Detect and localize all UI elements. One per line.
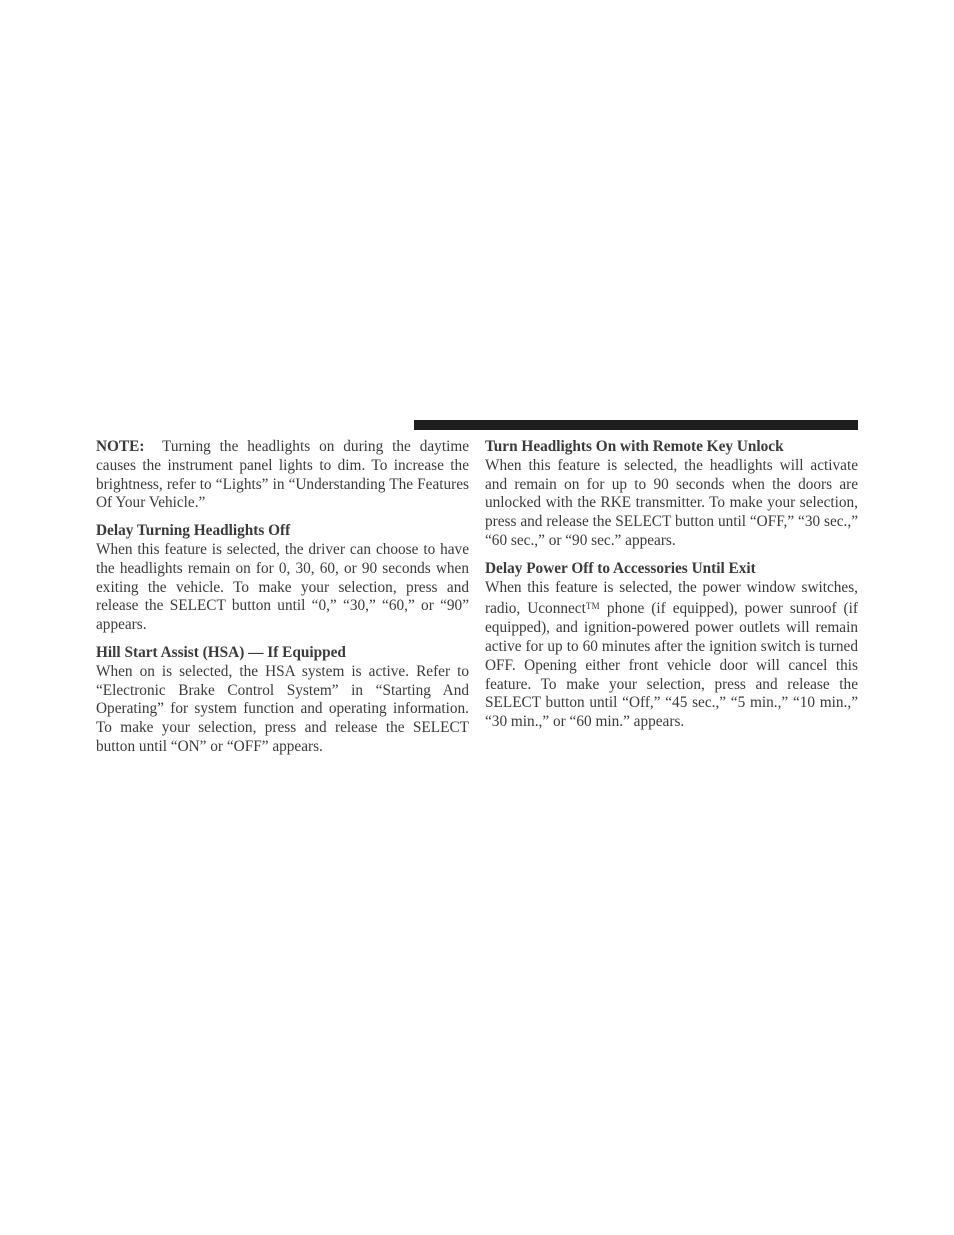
section-headlights-remote-unlock [485,438,858,551]
right-column [485,438,858,741]
section-body [485,579,858,732]
section-heading: Hill Start Assist (HSA) — If Equipped [96,643,346,661]
section-delay-power-off [485,560,858,732]
section-body: When on is selected, the HSA system is active. Refer to “Electronic Brake Control System” in “Starting And Operating” for system function and operating information. To make your selection, press and release the SELECT button until “ON” or “OFF” appears. [96,662,469,755]
note-paragraph [96,438,469,513]
section-heading: Turn Headlights On with Remote Key Unlock [485,438,784,455]
section-divider-bar [414,420,858,430]
section-delay-headlights-off [96,522,469,635]
section-body-part-1: When this feature is selected, the power window switches, radio, Uconnect [485,578,858,618]
section-body-part-2: phone (if equipped), power sunroof (if equipped), and ignition-powered power outlets will remain active for up to 60 minutes after the ignition switch is turned OFF. Opening either front vehicle door will cancel this feature. To make your selection, press and release the SELECT button until “Off,” “45 sec.,” “5 min.,” “10 min.,” “30 min.,” or “60 min.” appears. [485,600,858,731]
note-text: Turning the headlights on during the daytime causes the instrument panel lights to dim. To increase the brightness, refer to “Lights” in “Understanding The Features Of Your Vehicle.” [96,438,470,512]
section-hill-start-assist [96,644,469,757]
section-body: When this feature is selected, the headlights will activate and remain on for up to 90 seconds when the doors are unlocked with the RKE transmitter. To make your selection, press and release the SELECT button until “OFF,” “30 sec.,” “60 sec.,” or “90 sec.” appears. [485,456,858,549]
section-body: When this feature is selected, the driver can choose to have the headlights remain on for 0, 30, 60, or 90 seconds when exiting the vehicle. To make your selection, press and release the SELECT button until “0,” “30,” “60,” or “90” appears. [96,540,469,634]
section-heading: Delay Power Off to Accessories Until Exit [485,559,756,577]
trademark-mark: TM [585,601,600,612]
left-column [96,438,469,766]
note-label: NOTE: [96,438,145,455]
section-heading: Delay Turning Headlights Off [96,522,291,540]
